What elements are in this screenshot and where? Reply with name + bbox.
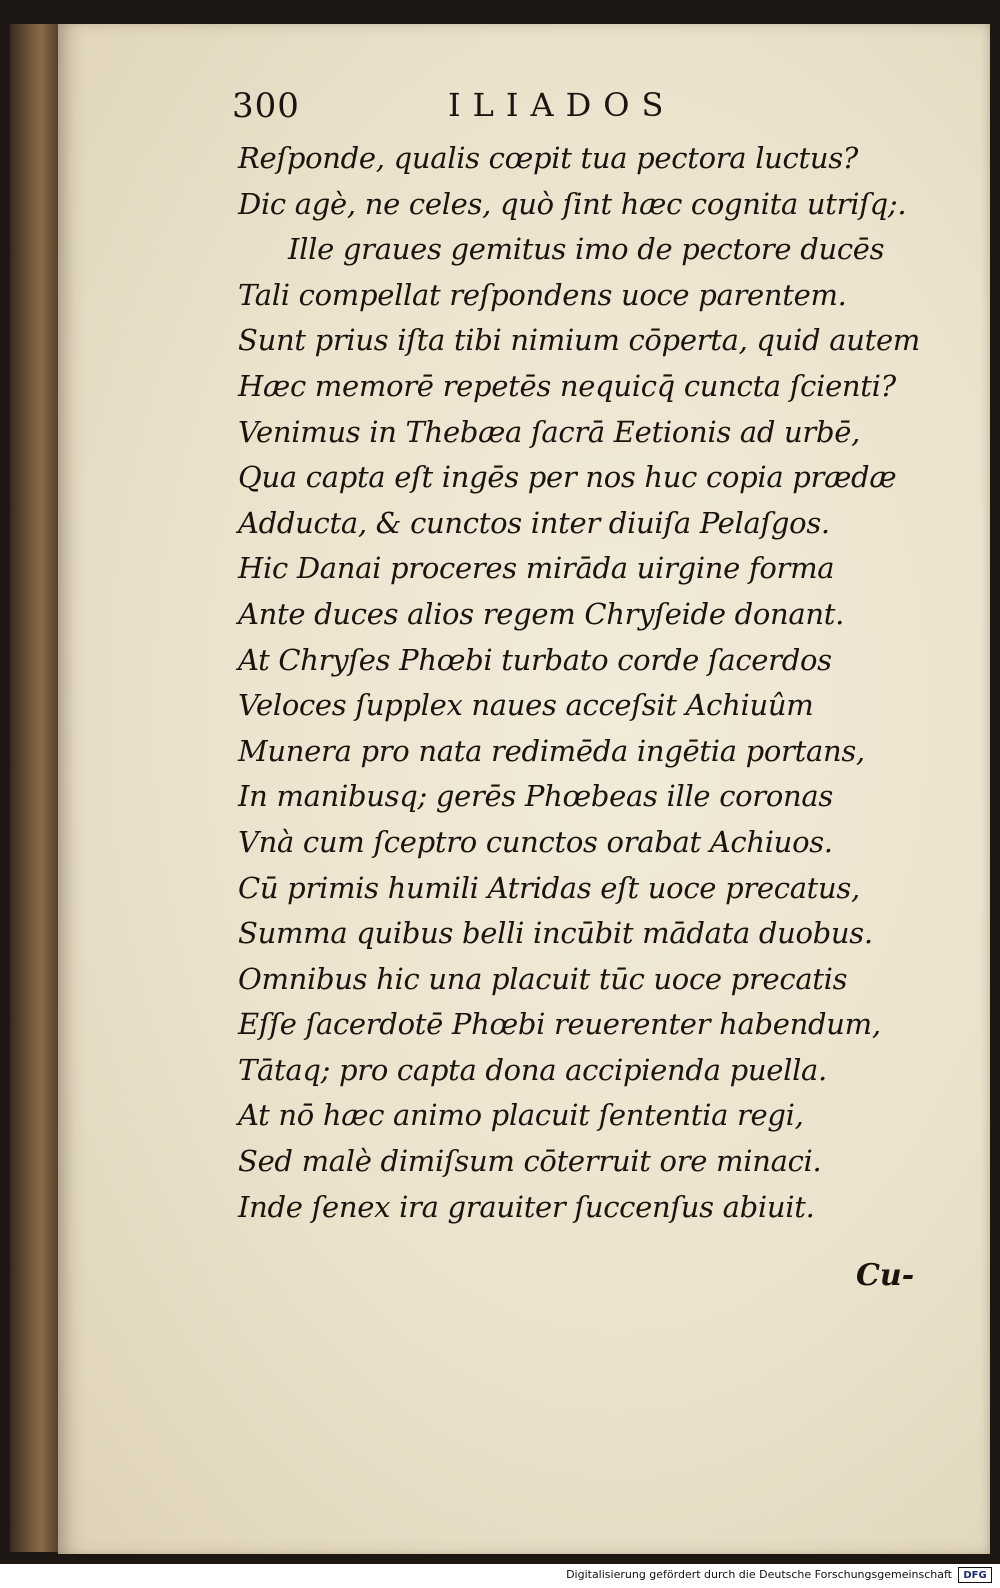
verse-line: Eſſe ſacerdotē Phœbi reuerenter habendum, [238, 1007, 881, 1042]
verse-line: In manibusq; gerēs Phœbeas ille coronas [238, 779, 833, 814]
verse-line: Veloces ſupplex naues acceſsit Achiuûm [238, 688, 814, 723]
verse-line: Vnà cum ſceptro cunctos orabat Achiuos. [238, 824, 833, 859]
verse-line: Hæc memorē repetēs nequicq̄ cuncta ſcienti? [238, 368, 896, 403]
running-head: ILIADOS [448, 86, 676, 124]
verse-block [238, 136, 920, 1230]
verse-line: Adducta, & cunctos inter diuiſa Pelaſgos. [238, 505, 830, 540]
verse-line: Reſponde, qualis cœpit tua pectora luctus? [238, 141, 859, 175]
page-number: 300 [232, 86, 300, 126]
verse-line: Inde ſenex ira grauiter ſuccenſus abiuit. [238, 1189, 815, 1224]
verse-line: Summa quibus belli incūbit mādata duobus. [238, 916, 873, 951]
verse-line: Sed malè dimiſsum cōterruit ore minaci. [238, 1144, 822, 1179]
catchword: Cu- [856, 1258, 915, 1293]
verse-line: Ante duces alios regem Chryſeide donant. [238, 596, 845, 631]
verse-line: Cū primis humili Atridas eſt uoce precatus, [238, 870, 860, 905]
verse-line: Qua capta eſt ingēs per nos huc copia prædæ [238, 460, 897, 495]
book-cover-edge [10, 24, 64, 1552]
verse-line: Tali compellat reſpondens uoce parentem. [238, 277, 847, 312]
verse-line: Ille graues gemitus imo de pectore ducēs [288, 232, 885, 267]
verse-line: At nō hæc animo placuit ſententia regi, [238, 1098, 804, 1133]
dfg-logo: DFG [958, 1567, 992, 1583]
verse-line: Venimus in Thebæa ſacrā Eetionis ad urbē, [238, 414, 861, 449]
footer-bar [0, 1564, 1000, 1588]
verse-line: Hic Danai proceres mirāda uirgine forma [238, 551, 835, 586]
verse-line: At Chryſes Phœbi turbato corde ſacerdos [238, 642, 832, 677]
funding-note: Digitalisierung gefördert durch die Deutsche Forschungsgemeinschaft [566, 1568, 952, 1581]
verse-line: Omnibus hic una placuit tūc uoce precatis [238, 961, 848, 996]
verse-line: Tātaq; pro capta dona accipienda puella. [238, 1052, 827, 1087]
verse-line: Munera pro nata redimēda ingētia portans, [238, 733, 865, 768]
verse-line: Sunt prius iſta tibi nimium cōperta, quid autem [238, 323, 920, 358]
verse-line: Dic agè, ne celes, quò ſint hæc cognita utriſq;. [238, 186, 907, 221]
